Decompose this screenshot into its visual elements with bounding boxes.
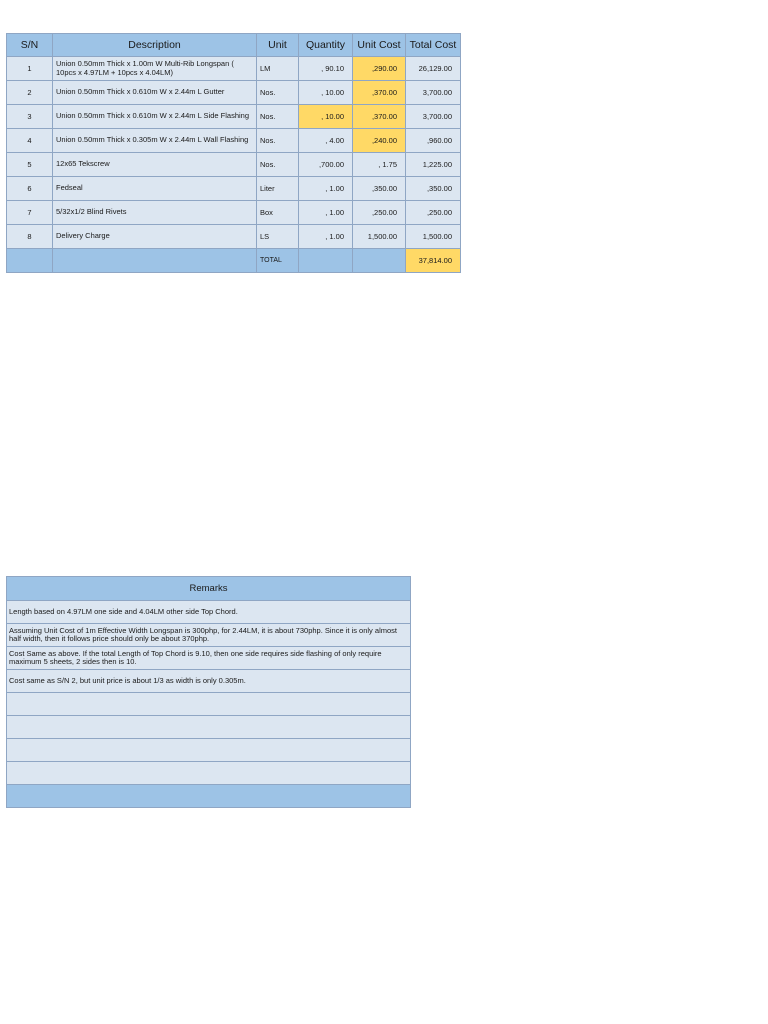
total-empty-cell <box>353 249 406 273</box>
table-row <box>7 177 461 201</box>
remark-row <box>7 670 411 693</box>
remarks-header: Remarks <box>7 577 411 601</box>
remark-row <box>7 716 411 739</box>
remark-row <box>7 601 411 624</box>
cost-table <box>6 33 461 273</box>
remarks-header-row <box>7 577 411 601</box>
cell-description: Fedseal <box>53 177 257 201</box>
cell-quantity: , 10.00 <box>299 81 353 105</box>
cell-total-cost: ,250.00 <box>406 201 461 225</box>
cell-sn: 2 <box>7 81 53 105</box>
remarks-footer-row <box>7 785 411 808</box>
table-row <box>7 129 461 153</box>
cell-unit-cost: ,290.00 <box>353 57 406 81</box>
cell-unit-cost: ,240.00 <box>353 129 406 153</box>
remark-row <box>7 647 411 670</box>
remark-cell <box>7 693 411 716</box>
cell-unit: Nos. <box>257 129 299 153</box>
remark-row <box>7 693 411 716</box>
cell-total-cost: 1,500.00 <box>406 225 461 249</box>
remarks-footer-cell <box>7 785 411 808</box>
remark-cell <box>7 716 411 739</box>
remark-cell <box>7 739 411 762</box>
cell-unit: Liter <box>257 177 299 201</box>
cell-unit-cost: , 1.75 <box>353 153 406 177</box>
table-row <box>7 225 461 249</box>
grand-total-value: 37,814.00 <box>406 249 461 273</box>
header-total-cost: Total Cost <box>406 34 461 57</box>
cell-quantity: ,700.00 <box>299 153 353 177</box>
table-row <box>7 57 461 81</box>
remark-cell: Cost Same as above. If the total Length of Top Chord is 9.10, then one side requires side flashing of only require maximum 5 sheets, 2 sides then is 10. <box>7 647 411 670</box>
cell-quantity: , 10.00 <box>299 105 353 129</box>
cell-description: 5/32x1/2 Blind Rivets <box>53 201 257 225</box>
table-row <box>7 105 461 129</box>
cost-table-header-row <box>7 34 461 57</box>
cell-unit: Nos. <box>257 153 299 177</box>
total-empty-cell <box>299 249 353 273</box>
cell-description: Union 0.50mm Thick x 0.610m W x 2.44m L Gutter <box>53 81 257 105</box>
cell-sn: 7 <box>7 201 53 225</box>
remark-cell: Assuming Unit Cost of 1m Effective Width Longspan is 300php, for 2.44LM, it is about 730php. Since it is only almost half width, then it follows price should only be about 370php. <box>7 624 411 647</box>
total-row <box>7 249 461 273</box>
cell-unit-cost: ,370.00 <box>353 105 406 129</box>
remark-cell <box>7 762 411 785</box>
total-empty-cell <box>53 249 257 273</box>
remark-cell: Cost same as S/N 2, but unit price is about 1/3 as width is only 0.305m. <box>7 670 411 693</box>
header-quantity: Quantity <box>299 34 353 57</box>
total-empty-cell <box>7 249 53 273</box>
cell-total-cost: 26,129.00 <box>406 57 461 81</box>
cell-sn: 4 <box>7 129 53 153</box>
cell-quantity: , 1.00 <box>299 225 353 249</box>
header-unit-cost: Unit Cost <box>353 34 406 57</box>
total-label: TOTAL <box>257 249 299 273</box>
cell-sn: 3 <box>7 105 53 129</box>
remark-row <box>7 762 411 785</box>
cell-quantity: , 4.00 <box>299 129 353 153</box>
cell-quantity: , 90.10 <box>299 57 353 81</box>
table-row <box>7 201 461 225</box>
cell-total-cost: 3,700.00 <box>406 81 461 105</box>
cell-unit: LM <box>257 57 299 81</box>
header-description: Description <box>53 34 257 57</box>
cell-unit: LS <box>257 225 299 249</box>
cell-unit-cost: 1,500.00 <box>353 225 406 249</box>
table-row <box>7 81 461 105</box>
cell-quantity: , 1.00 <box>299 201 353 225</box>
cell-sn: 6 <box>7 177 53 201</box>
header-unit: Unit <box>257 34 299 57</box>
cell-quantity: , 1.00 <box>299 177 353 201</box>
cell-unit-cost: ,250.00 <box>353 201 406 225</box>
cell-total-cost: ,350.00 <box>406 177 461 201</box>
cell-unit-cost: ,370.00 <box>353 81 406 105</box>
remark-cell: Length based on 4.97LM one side and 4.04LM other side Top Chord. <box>7 601 411 624</box>
cell-sn: 5 <box>7 153 53 177</box>
cell-unit-cost: ,350.00 <box>353 177 406 201</box>
cell-sn: 1 <box>7 57 53 81</box>
cell-sn: 8 <box>7 225 53 249</box>
table-row <box>7 153 461 177</box>
cell-unit: Box <box>257 201 299 225</box>
cell-unit: Nos. <box>257 81 299 105</box>
remarks-table <box>6 576 411 808</box>
header-sn: S/N <box>7 34 53 57</box>
cell-description: 12x65 Tekscrew <box>53 153 257 177</box>
cell-description: Union 0.50mm Thick x 0.305m W x 2.44m L Wall Flashing <box>53 129 257 153</box>
cell-description: Union 0.50mm Thick x 0.610m W x 2.44m L Side Flashing <box>53 105 257 129</box>
cell-total-cost: 1,225.00 <box>406 153 461 177</box>
cell-description: Delivery Charge <box>53 225 257 249</box>
cell-description: Union 0.50mm Thick x 1.00m W Multi-Rib Longspan ( 10pcs x 4.97LM + 10pcs x 4.04LM) <box>53 57 257 81</box>
cell-unit: Nos. <box>257 105 299 129</box>
remark-row <box>7 739 411 762</box>
cell-total-cost: ,960.00 <box>406 129 461 153</box>
cell-total-cost: 3,700.00 <box>406 105 461 129</box>
remark-row <box>7 624 411 647</box>
